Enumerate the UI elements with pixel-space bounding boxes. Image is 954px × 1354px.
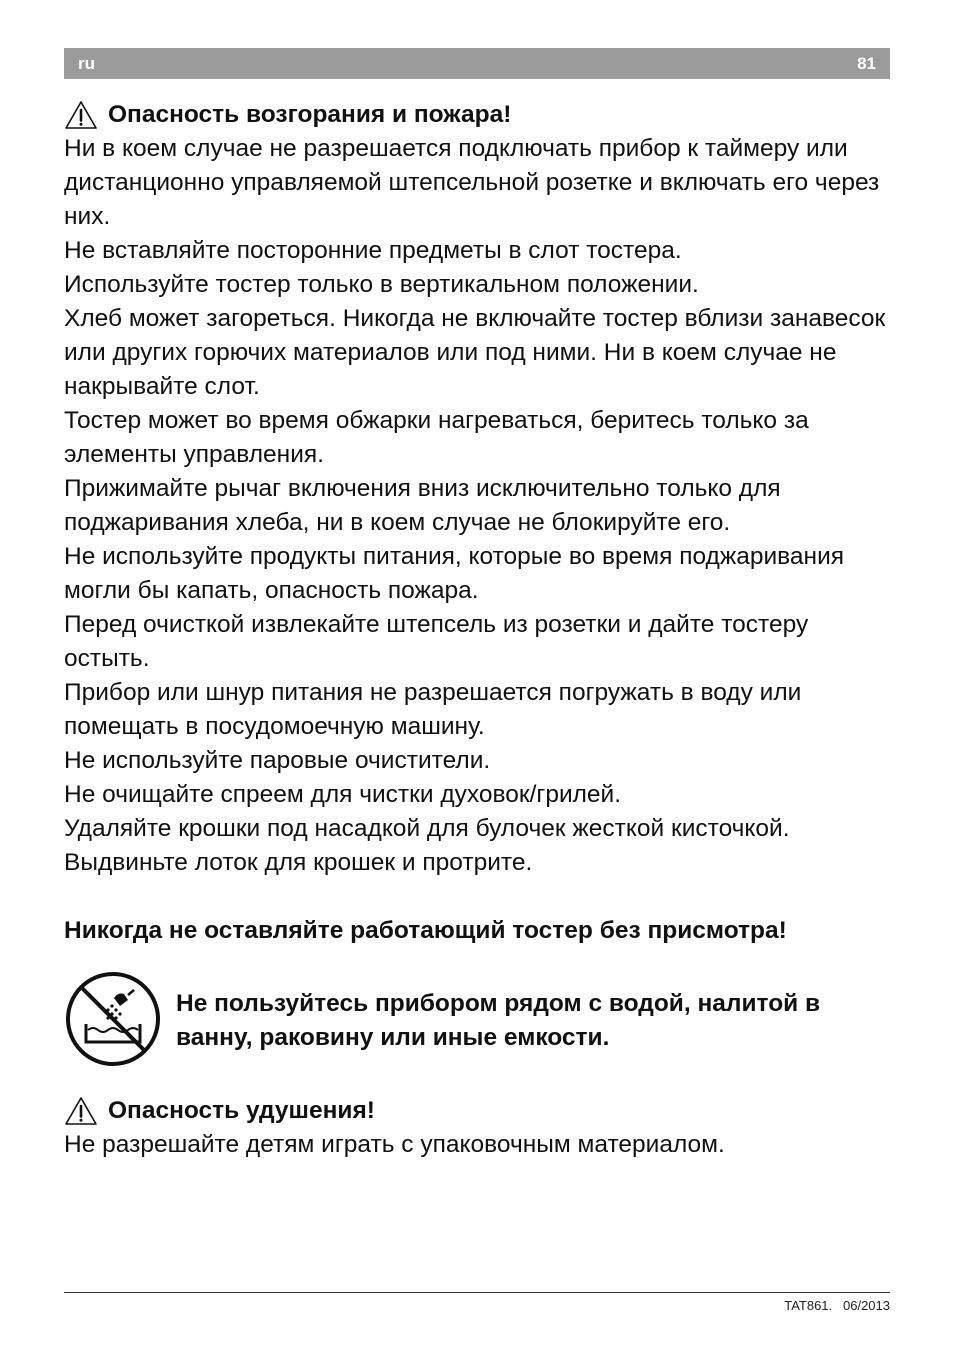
warning-triangle-icon [64,100,98,130]
header-bar [64,48,890,79]
footer [784,1298,890,1313]
footer-date: 06/2013 [843,1298,890,1313]
suffocation-section [64,1094,894,1162]
footer-model: TAT861. [784,1298,833,1313]
page-content [64,98,894,1162]
warning-triangle-icon [64,1096,98,1126]
fire-paragraph: Не вставляйте посторонние предметы в слот тостера. [64,237,682,264]
fire-paragraph: Перед очисткой извлекайте штепсель из розетки и дайте тостеру остыть. [64,611,809,672]
language-code: ru [78,54,95,73]
fire-paragraph: Тостер может во время обжарки нагреваться, беритесь только за элементы управления. [64,407,809,468]
fire-paragraph: Удаляйте крошки под насадкой для булочек жесткой кисточкой. Выдвиньте лоток для крошек и протрите. [64,815,790,876]
fire-paragraph: Прижимайте рычаг включения вниз исключительно только для поджаривания хлеба, ни в коем случае не блокируйте его. [64,475,781,536]
footer-divider [64,1292,890,1293]
suffocation-warning-heading [64,1094,894,1128]
no-water-icon [64,970,162,1068]
water-warning-block [64,970,894,1068]
fire-paragraph: Прибор или шнур питания не разрешается погружать в воду или помещать в посудомоечную машину. [64,679,802,740]
fire-warning-heading [64,98,894,132]
page-number: 81 [857,54,876,73]
unattended-warning: Никогда не оставляйте работающий тостер без присмотра! [64,917,787,944]
fire-paragraph: Ни в коем случае не разрешается подключать прибор к таймеру или дистанционно управляемой штепсельной розетке и включать его через них. [64,135,880,230]
fire-paragraph: Не очищайте спреем для чистки духовок/грилей. [64,781,622,808]
fire-paragraph: Хлеб может загореться. Никогда не включайте тостер вблизи занавесок или других горючих материалов или под ними. Ни в коем случае не накрывайте слот. [64,305,886,400]
suffocation-warning-text: Не разрешайте детям играть с упаковочным материалом. [64,1131,725,1158]
water-warning-text: Не пользуйтесь прибором рядом с водой, налитой в ванну, раковину или иные емкости. [176,990,821,1051]
fire-warning-body [64,132,894,880]
fire-warning-title: Опасность возгорания и пожара! [108,101,512,128]
fire-paragraph: Используйте тостер только в вертикальном положении. [64,271,699,298]
suffocation-warning-title: Опасность удушения! [108,1097,375,1124]
fire-paragraph: Не используйте продукты питания, которые во время поджаривания могли бы капать, опасность пожара. [64,543,845,604]
fire-paragraph: Не используйте паровые очистители. [64,747,491,774]
